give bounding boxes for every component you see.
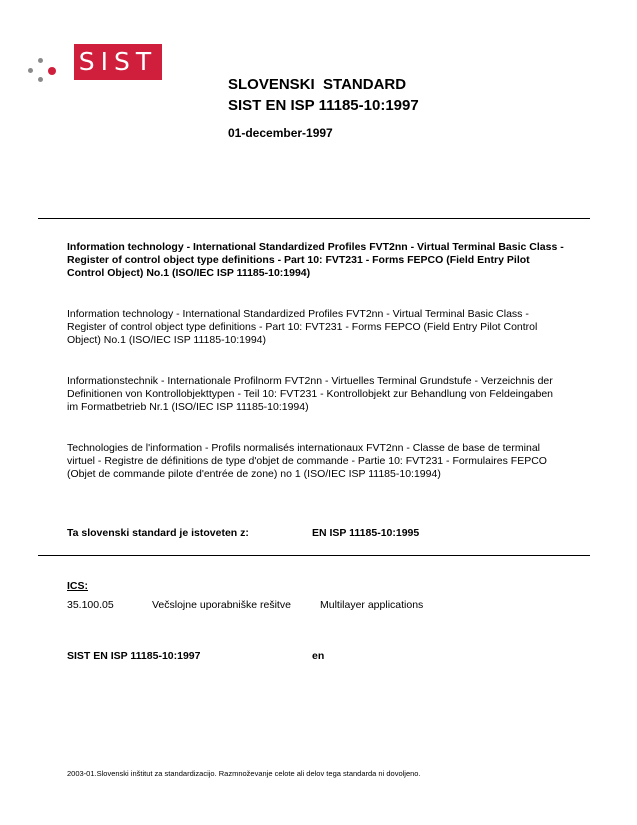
top-divider	[38, 218, 590, 219]
equivalence-label: Ta slovenski standard je istoveten z:	[67, 527, 249, 539]
ics-code: 35.100.05	[67, 599, 114, 611]
title-french: Technologies de l'information - Profils normalisés internationaux FVT2nn - Classe de base de terminal virtuel - Registre de définitions de type d'objet de commande - Partie 10: FVT231 - Formulaires FEPCO (Objet de commande pilote d'entrée de zone) no 1 (ISO/IEC ISP 11185-10:1994)	[67, 442, 547, 480]
logo-dot	[28, 68, 33, 73]
standard-id: SIST EN ISP 11185-10:1997	[228, 97, 419, 114]
title-slovenian: Information technology - International Standardized Profiles FVT2nn - Virtual Terminal Basic Class - Register of control object type definitions - Part 10: FVT231 - Forms FEPCO (Field Entry Pilot Control Object) No.1 (ISO/IEC ISP 11185-10:1994)	[67, 241, 564, 279]
footer-note: 2003-01.Slovenski inštitut za standardizacijo. Razmnoževanje celote ali delov tega standarda ni dovoljeno.	[67, 769, 421, 778]
ics-label: ICS:	[67, 580, 88, 592]
title-english: Information technology - International Standardized Profiles FVT2nn - Virtual Terminal Basic Class - Register of control object type definitions - Part 10: FVT231 - Forms FEPCO (Field Entry Pilot Control Object) No.1 (ISO/IEC ISP 11185-10:1994)	[67, 308, 538, 346]
bottom-divider	[38, 555, 590, 556]
reference-language: en	[312, 650, 325, 662]
ics-description-slovenian: Večslojne uporabniške rešitve	[152, 599, 291, 611]
logo-dot	[38, 77, 43, 82]
logo-dot	[38, 58, 43, 63]
title-german: Informationstechnik - Internationale Profilnorm FVT2nn - Virtuelles Terminal Grundstufe - Verzeichnis der Definitionen von Kontrollobjekttypen - Teil 10: FVT231 - Kontrollobjekt zur Behandlung von Feldeingaben im Formatbetrieb Nr.1 (ISO/IEC ISP 11185-10:1994)	[67, 375, 554, 413]
ics-description-english: Multilayer applications	[320, 599, 424, 611]
sist-logo: SIST	[74, 44, 162, 80]
logo-dot	[48, 67, 56, 75]
standard-type: SLOVENSKI STANDARD	[228, 76, 407, 93]
logo-dots	[28, 50, 58, 90]
reference-id: SIST EN ISP 11185-10:1997	[67, 650, 201, 662]
standard-date: 01-december-1997	[228, 126, 333, 140]
equivalence-value: EN ISP 11185-10:1995	[312, 527, 420, 539]
